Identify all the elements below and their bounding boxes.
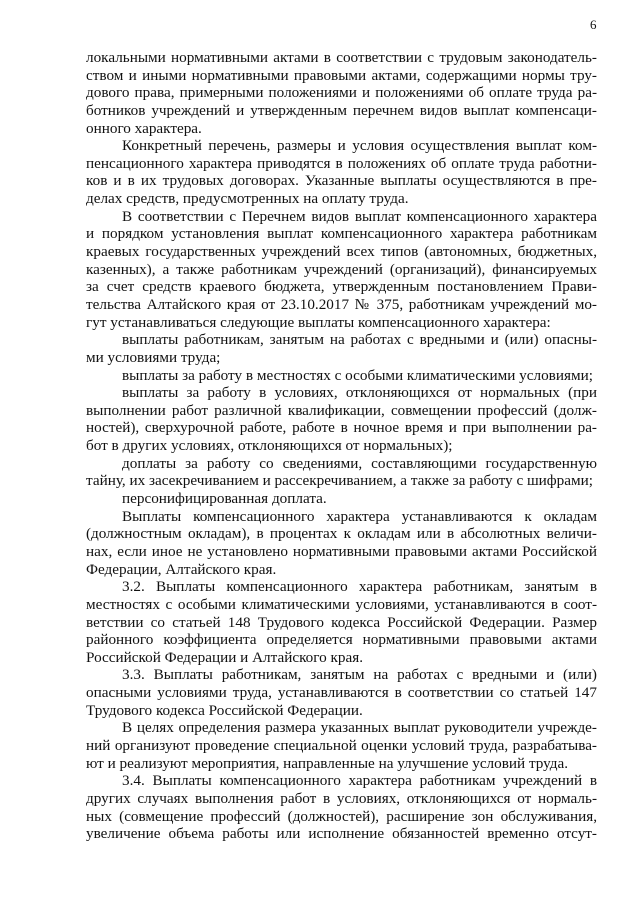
text-line: ний организуют проведение специальной оценки условий труда, разрабатыва- xyxy=(86,736,597,754)
text-line: бот в других условиях, отклоняющихся от нормальных); xyxy=(86,437,453,455)
text-line: краевых государственных учреждений всех типов (автономных, бюджетных, xyxy=(86,243,597,261)
text-line: гут устанавливаться следующие выплаты компенсационного характера: xyxy=(86,313,551,331)
text-line: онного характера. xyxy=(86,119,202,137)
text-line: других случаях выполнения работ в условиях, отклоняющихся от нормаль- xyxy=(86,789,597,807)
text-line: ностей), сверхурочной работе, работе в ночное время и при выполнении ра- xyxy=(86,419,597,437)
text-line: ботников учреждений и утвержденным перечнем видов выплат компенсаци- xyxy=(86,101,597,119)
text-line: доплаты за работу со сведениями, составляющими государственную xyxy=(122,454,597,472)
text-line: Конкретный перечень, размеры и условия осуществления выплат ком- xyxy=(122,137,597,155)
text-line: тайну, их засекречиванием и рассекречиванием, а также за работу с шифрами; xyxy=(86,472,593,490)
text-line: Выплаты компенсационного характера устанавливаются к окладам xyxy=(122,507,597,525)
text-line: опасными условиями труда, устанавливаются в соответствии со статьей 147 xyxy=(86,684,597,702)
text-line: ют и реализуют мероприятия, направленные на улучшение условий труда. xyxy=(86,754,569,772)
text-line: Российской Федерации и Алтайского края. xyxy=(86,648,364,666)
text-line: дового права, примерными положениями и положениями об оплате труда ра- xyxy=(86,84,597,102)
text-line: ми условиями труда; xyxy=(86,348,221,366)
text-line: тельства Алтайского края от 23.10.2017 № 375, работникам учреждений мо- xyxy=(86,295,597,313)
text-line: выплаты за работу в условиях, отклоняющихся от нормальных (при xyxy=(122,384,597,402)
text-line: выплаты работникам, занятым на работах с вредными и (или) опасны- xyxy=(122,331,597,349)
text-line: ветствии со статьей 148 Трудового кодекса Российской Федерации. Размер xyxy=(86,613,597,631)
text-line: 3.4. Выплаты компенсационного характера работникам учреждений в xyxy=(122,772,597,790)
text-line: выполнении работ различной квалификации, совмещении профессий (долж- xyxy=(86,401,597,419)
text-line: В соответствии с Перечнем видов выплат компенсационного характера xyxy=(122,207,597,225)
text-line: ных (совмещение профессий (должностей), расширение зон обслуживания, xyxy=(86,807,597,825)
text-line: нах, если иное не установлено нормативными правовыми актами Российской xyxy=(86,542,597,560)
text-line: казенных), а также работникам учреждений (организаций), финансируемых xyxy=(86,260,597,278)
text-line: Федерации, Алтайского края. xyxy=(86,560,277,578)
text-line: выплаты за работу в местностях с особыми климатическими условиями; xyxy=(122,366,593,384)
text-line: ством и иными нормативными правовыми актами, содержащими нормы тру- xyxy=(86,66,597,84)
text-line: делах средств, предусмотренных на оплату труда. xyxy=(86,190,409,208)
text-line: (должностным окладам), в процентах к окладам или в абсолютных величи- xyxy=(86,525,597,543)
text-line: ков и в их трудовых договорах. Указанные выплаты осуществляются в пре- xyxy=(86,172,597,190)
text-line: местностях с особыми климатическими условиями, устанавливаются в соот- xyxy=(86,595,597,613)
text-line: 3.2. Выплаты компенсационного характера работникам, занятым в xyxy=(122,578,597,596)
text-line: увеличение объема работы или исполнение обязанностей временно отсут- xyxy=(86,825,597,843)
text-line: пенсационного характера приводятся в положениях об оплате труда работни- xyxy=(86,154,597,172)
text-line: Трудового кодекса Российской Федерации. xyxy=(86,701,363,719)
text-line: за счет средств краевого бюджета, утвержденным постановлением Прави- xyxy=(86,278,597,296)
text-line: и порядком установления выплат компенсационного характера работникам xyxy=(86,225,597,243)
page-number: 6 xyxy=(590,17,597,32)
document-body xyxy=(86,49,597,843)
text-line: В целях определения размера указанных выплат руководители учрежде- xyxy=(122,719,597,737)
text-line: районного коэффициента определяется нормативными правовыми актами xyxy=(86,631,597,649)
text-line: локальными нормативными актами в соответствии с трудовым законодатель- xyxy=(86,49,597,66)
text-line: персонифицированная доплата. xyxy=(122,490,327,508)
text-line: 3.3. Выплаты работникам, занятым на работах с вредными и (или) xyxy=(122,666,597,684)
